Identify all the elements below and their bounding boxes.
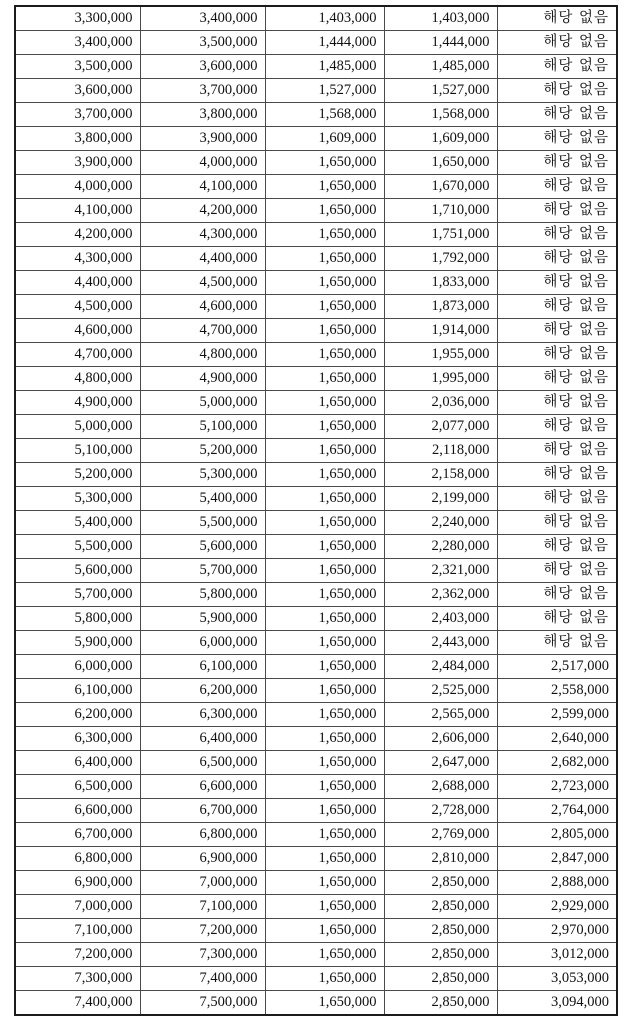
cell-amount-a: 1,650,000 [265, 799, 384, 823]
cell-amount-c: 2,929,000 [497, 895, 617, 919]
table-row [15, 487, 617, 511]
income-bracket-deduction-table [14, 5, 618, 1016]
cell-range-to: 3,700,000 [140, 79, 265, 103]
cell-range-from: 4,000,000 [15, 175, 140, 199]
cell-amount-c: 해당 없음 [497, 583, 617, 607]
cell-amount-c: 해당 없음 [497, 223, 617, 247]
table-row [15, 799, 617, 823]
cell-amount-b: 2,443,000 [384, 631, 497, 655]
cell-amount-a: 1,650,000 [265, 319, 384, 343]
table-row [15, 991, 617, 1016]
cell-amount-a: 1,650,000 [265, 919, 384, 943]
cell-range-from: 5,000,000 [15, 415, 140, 439]
cell-range-from: 6,100,000 [15, 679, 140, 703]
cell-amount-c: 해당 없음 [497, 271, 617, 295]
cell-range-to: 4,400,000 [140, 247, 265, 271]
cell-range-from: 4,100,000 [15, 199, 140, 223]
cell-amount-b: 2,728,000 [384, 799, 497, 823]
cell-amount-a: 1,650,000 [265, 583, 384, 607]
cell-amount-a: 1,650,000 [265, 655, 384, 679]
cell-amount-b: 2,403,000 [384, 607, 497, 631]
table-row [15, 175, 617, 199]
cell-range-to: 3,400,000 [140, 6, 265, 31]
cell-range-to: 6,700,000 [140, 799, 265, 823]
table-row [15, 439, 617, 463]
table-row [15, 343, 617, 367]
cell-amount-a: 1,650,000 [265, 631, 384, 655]
cell-amount-c: 해당 없음 [497, 343, 617, 367]
cell-amount-c: 해당 없음 [497, 175, 617, 199]
cell-amount-b: 1,485,000 [384, 55, 497, 79]
cell-amount-c: 2,970,000 [497, 919, 617, 943]
cell-amount-a: 1,650,000 [265, 991, 384, 1016]
cell-range-from: 7,300,000 [15, 967, 140, 991]
cell-amount-b: 2,362,000 [384, 583, 497, 607]
cell-range-to: 3,800,000 [140, 103, 265, 127]
cell-amount-b: 2,280,000 [384, 535, 497, 559]
cell-amount-a: 1,650,000 [265, 391, 384, 415]
cell-range-from: 5,100,000 [15, 439, 140, 463]
cell-amount-b: 1,650,000 [384, 151, 497, 175]
table-row [15, 271, 617, 295]
cell-amount-a: 1,650,000 [265, 199, 384, 223]
cell-amount-c: 3,012,000 [497, 943, 617, 967]
table-row [15, 55, 617, 79]
table-row [15, 871, 617, 895]
cell-amount-a: 1,650,000 [265, 151, 384, 175]
cell-amount-b: 2,240,000 [384, 511, 497, 535]
cell-amount-a: 1,568,000 [265, 103, 384, 127]
cell-amount-a: 1,485,000 [265, 55, 384, 79]
table-row [15, 727, 617, 751]
cell-range-from: 4,600,000 [15, 319, 140, 343]
table-row [15, 775, 617, 799]
cell-range-from: 4,900,000 [15, 391, 140, 415]
cell-amount-c: 해당 없음 [497, 127, 617, 151]
table-row [15, 247, 617, 271]
cell-range-to: 5,900,000 [140, 607, 265, 631]
cell-amount-b: 2,525,000 [384, 679, 497, 703]
cell-range-to: 4,200,000 [140, 199, 265, 223]
cell-amount-b: 2,688,000 [384, 775, 497, 799]
cell-amount-c: 해당 없음 [497, 631, 617, 655]
cell-range-to: 5,200,000 [140, 439, 265, 463]
cell-amount-a: 1,650,000 [265, 343, 384, 367]
cell-range-to: 5,800,000 [140, 583, 265, 607]
cell-range-to: 5,600,000 [140, 535, 265, 559]
cell-amount-a: 1,650,000 [265, 247, 384, 271]
cell-range-to: 3,600,000 [140, 55, 265, 79]
cell-range-to: 6,500,000 [140, 751, 265, 775]
cell-amount-a: 1,650,000 [265, 871, 384, 895]
cell-amount-b: 2,850,000 [384, 919, 497, 943]
cell-range-to: 6,300,000 [140, 703, 265, 727]
cell-amount-b: 2,036,000 [384, 391, 497, 415]
table-row [15, 223, 617, 247]
table-row [15, 919, 617, 943]
cell-range-from: 6,000,000 [15, 655, 140, 679]
cell-amount-c: 해당 없음 [497, 559, 617, 583]
table-row [15, 631, 617, 655]
table-row [15, 415, 617, 439]
cell-amount-c: 2,599,000 [497, 703, 617, 727]
cell-range-to: 4,600,000 [140, 295, 265, 319]
cell-amount-b: 1,792,000 [384, 247, 497, 271]
table-row [15, 583, 617, 607]
table-row [15, 559, 617, 583]
cell-amount-a: 1,650,000 [265, 535, 384, 559]
cell-range-from: 3,400,000 [15, 31, 140, 55]
cell-amount-c: 해당 없음 [497, 367, 617, 391]
cell-amount-c: 3,094,000 [497, 991, 617, 1016]
table-row [15, 607, 617, 631]
cell-amount-c: 해당 없음 [497, 511, 617, 535]
cell-range-to: 4,000,000 [140, 151, 265, 175]
cell-amount-c: 2,682,000 [497, 751, 617, 775]
cell-range-to: 6,400,000 [140, 727, 265, 751]
table-row [15, 31, 617, 55]
cell-amount-a: 1,650,000 [265, 847, 384, 871]
cell-amount-b: 2,321,000 [384, 559, 497, 583]
cell-range-to: 7,000,000 [140, 871, 265, 895]
cell-range-from: 4,200,000 [15, 223, 140, 247]
cell-amount-c: 해당 없음 [497, 31, 617, 55]
cell-amount-c: 2,888,000 [497, 871, 617, 895]
cell-amount-b: 1,444,000 [384, 31, 497, 55]
cell-range-to: 4,300,000 [140, 223, 265, 247]
cell-amount-c: 해당 없음 [497, 6, 617, 31]
cell-range-to: 5,000,000 [140, 391, 265, 415]
cell-amount-b: 1,751,000 [384, 223, 497, 247]
cell-amount-b: 2,810,000 [384, 847, 497, 871]
cell-amount-a: 1,650,000 [265, 943, 384, 967]
cell-amount-a: 1,650,000 [265, 295, 384, 319]
cell-range-from: 6,600,000 [15, 799, 140, 823]
cell-amount-c: 해당 없음 [497, 199, 617, 223]
cell-range-from: 6,800,000 [15, 847, 140, 871]
cell-amount-b: 1,833,000 [384, 271, 497, 295]
cell-range-to: 6,600,000 [140, 775, 265, 799]
cell-amount-a: 1,650,000 [265, 511, 384, 535]
cell-amount-b: 2,850,000 [384, 991, 497, 1016]
cell-range-to: 6,900,000 [140, 847, 265, 871]
cell-amount-a: 1,650,000 [265, 967, 384, 991]
cell-range-from: 6,500,000 [15, 775, 140, 799]
cell-range-from: 4,800,000 [15, 367, 140, 391]
table-row [15, 967, 617, 991]
cell-range-from: 7,000,000 [15, 895, 140, 919]
table-row [15, 679, 617, 703]
table-row [15, 103, 617, 127]
cell-amount-a: 1,650,000 [265, 175, 384, 199]
cell-range-to: 6,800,000 [140, 823, 265, 847]
cell-range-to: 7,300,000 [140, 943, 265, 967]
table-row [15, 943, 617, 967]
cell-amount-c: 해당 없음 [497, 607, 617, 631]
cell-amount-c: 해당 없음 [497, 319, 617, 343]
cell-amount-a: 1,527,000 [265, 79, 384, 103]
cell-range-to: 4,500,000 [140, 271, 265, 295]
cell-range-to: 6,000,000 [140, 631, 265, 655]
cell-amount-a: 1,650,000 [265, 703, 384, 727]
cell-amount-a: 1,650,000 [265, 727, 384, 751]
table-row [15, 703, 617, 727]
cell-amount-a: 1,650,000 [265, 223, 384, 247]
cell-amount-a: 1,650,000 [265, 823, 384, 847]
cell-range-from: 7,400,000 [15, 991, 140, 1016]
cell-amount-a: 1,650,000 [265, 607, 384, 631]
cell-amount-c: 해당 없음 [497, 535, 617, 559]
cell-range-to: 5,500,000 [140, 511, 265, 535]
cell-amount-b: 2,199,000 [384, 487, 497, 511]
cell-range-from: 4,500,000 [15, 295, 140, 319]
cell-range-from: 5,200,000 [15, 463, 140, 487]
cell-range-from: 5,900,000 [15, 631, 140, 655]
cell-range-from: 6,700,000 [15, 823, 140, 847]
cell-amount-c: 2,723,000 [497, 775, 617, 799]
cell-range-to: 4,100,000 [140, 175, 265, 199]
cell-amount-a: 1,650,000 [265, 487, 384, 511]
cell-range-from: 6,200,000 [15, 703, 140, 727]
cell-amount-b: 1,710,000 [384, 199, 497, 223]
cell-amount-c: 2,640,000 [497, 727, 617, 751]
cell-amount-a: 1,650,000 [265, 559, 384, 583]
table-row [15, 367, 617, 391]
cell-amount-c: 2,847,000 [497, 847, 617, 871]
table-row [15, 391, 617, 415]
table-row [15, 319, 617, 343]
cell-range-to: 4,800,000 [140, 343, 265, 367]
cell-range-from: 5,400,000 [15, 511, 140, 535]
cell-range-from: 7,100,000 [15, 919, 140, 943]
cell-range-from: 3,900,000 [15, 151, 140, 175]
cell-range-from: 6,400,000 [15, 751, 140, 775]
cell-range-from: 5,600,000 [15, 559, 140, 583]
cell-range-from: 5,300,000 [15, 487, 140, 511]
cell-range-from: 5,700,000 [15, 583, 140, 607]
cell-amount-b: 1,568,000 [384, 103, 497, 127]
cell-amount-c: 2,558,000 [497, 679, 617, 703]
cell-amount-b: 2,606,000 [384, 727, 497, 751]
cell-amount-a: 1,650,000 [265, 679, 384, 703]
cell-amount-b: 2,850,000 [384, 895, 497, 919]
cell-amount-b: 1,609,000 [384, 127, 497, 151]
cell-amount-b: 2,850,000 [384, 967, 497, 991]
cell-amount-c: 해당 없음 [497, 79, 617, 103]
cell-amount-a: 1,650,000 [265, 367, 384, 391]
cell-range-to: 7,200,000 [140, 919, 265, 943]
cell-range-to: 3,500,000 [140, 31, 265, 55]
cell-amount-c: 2,764,000 [497, 799, 617, 823]
cell-range-to: 4,700,000 [140, 319, 265, 343]
cell-amount-a: 1,650,000 [265, 895, 384, 919]
cell-amount-b: 2,077,000 [384, 415, 497, 439]
cell-amount-a: 1,650,000 [265, 415, 384, 439]
cell-amount-b: 1,914,000 [384, 319, 497, 343]
table-row [15, 463, 617, 487]
cell-amount-b: 2,158,000 [384, 463, 497, 487]
cell-range-to: 7,400,000 [140, 967, 265, 991]
cell-amount-b: 1,670,000 [384, 175, 497, 199]
table-row [15, 895, 617, 919]
cell-amount-c: 해당 없음 [497, 103, 617, 127]
cell-range-from: 7,200,000 [15, 943, 140, 967]
cell-amount-a: 1,650,000 [265, 463, 384, 487]
cell-range-from: 3,600,000 [15, 79, 140, 103]
cell-range-to: 6,100,000 [140, 655, 265, 679]
cell-range-from: 4,400,000 [15, 271, 140, 295]
cell-amount-a: 1,403,000 [265, 6, 384, 31]
cell-range-to: 4,900,000 [140, 367, 265, 391]
cell-range-from: 5,800,000 [15, 607, 140, 631]
table-row [15, 847, 617, 871]
cell-amount-c: 해당 없음 [497, 391, 617, 415]
cell-amount-b: 1,403,000 [384, 6, 497, 31]
cell-amount-b: 2,118,000 [384, 439, 497, 463]
cell-range-to: 5,100,000 [140, 415, 265, 439]
cell-amount-c: 해당 없음 [497, 295, 617, 319]
cell-range-to: 7,100,000 [140, 895, 265, 919]
cell-amount-b: 1,955,000 [384, 343, 497, 367]
table-row [15, 127, 617, 151]
table-row [15, 751, 617, 775]
cell-range-from: 4,300,000 [15, 247, 140, 271]
cell-range-from: 4,700,000 [15, 343, 140, 367]
cell-range-from: 3,500,000 [15, 55, 140, 79]
cell-amount-c: 해당 없음 [497, 439, 617, 463]
cell-range-to: 5,700,000 [140, 559, 265, 583]
table-body [15, 6, 617, 1015]
cell-amount-b: 2,647,000 [384, 751, 497, 775]
table-row [15, 199, 617, 223]
cell-amount-a: 1,650,000 [265, 751, 384, 775]
cell-amount-b: 2,565,000 [384, 703, 497, 727]
cell-amount-b: 2,850,000 [384, 871, 497, 895]
cell-amount-c: 3,053,000 [497, 967, 617, 991]
table-row [15, 511, 617, 535]
cell-amount-c: 해당 없음 [497, 151, 617, 175]
table-row [15, 655, 617, 679]
cell-range-to: 5,400,000 [140, 487, 265, 511]
cell-range-from: 3,300,000 [15, 6, 140, 31]
cell-amount-c: 해당 없음 [497, 487, 617, 511]
cell-amount-a: 1,609,000 [265, 127, 384, 151]
cell-amount-b: 1,995,000 [384, 367, 497, 391]
table-row [15, 79, 617, 103]
cell-amount-c: 해당 없음 [497, 415, 617, 439]
cell-amount-b: 2,484,000 [384, 655, 497, 679]
cell-amount-b: 1,527,000 [384, 79, 497, 103]
cell-range-to: 5,300,000 [140, 463, 265, 487]
cell-range-from: 3,800,000 [15, 127, 140, 151]
cell-amount-a: 1,650,000 [265, 439, 384, 463]
cell-amount-a: 1,444,000 [265, 31, 384, 55]
cell-amount-a: 1,650,000 [265, 775, 384, 799]
cell-amount-a: 1,650,000 [265, 271, 384, 295]
cell-range-to: 3,900,000 [140, 127, 265, 151]
cell-range-to: 6,200,000 [140, 679, 265, 703]
cell-amount-b: 2,769,000 [384, 823, 497, 847]
table-row [15, 295, 617, 319]
cell-amount-b: 2,850,000 [384, 943, 497, 967]
table-row [15, 6, 617, 31]
cell-amount-c: 해당 없음 [497, 55, 617, 79]
cell-range-from: 6,900,000 [15, 871, 140, 895]
cell-range-from: 3,700,000 [15, 103, 140, 127]
cell-range-from: 6,300,000 [15, 727, 140, 751]
cell-amount-b: 1,873,000 [384, 295, 497, 319]
table-row [15, 823, 617, 847]
cell-amount-c: 해당 없음 [497, 463, 617, 487]
cell-amount-c: 해당 없음 [497, 247, 617, 271]
table-row [15, 535, 617, 559]
cell-range-to: 7,500,000 [140, 991, 265, 1016]
cell-range-from: 5,500,000 [15, 535, 140, 559]
cell-amount-c: 2,517,000 [497, 655, 617, 679]
cell-amount-c: 2,805,000 [497, 823, 617, 847]
table-row [15, 151, 617, 175]
